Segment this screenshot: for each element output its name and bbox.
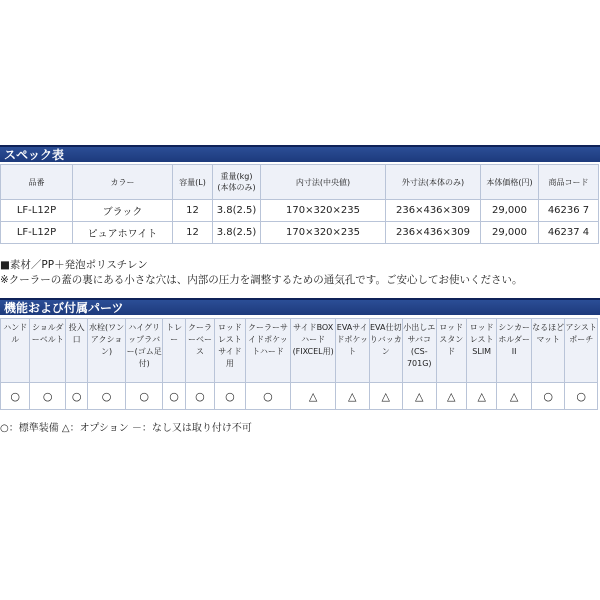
feature-value-cell: ○: [185, 383, 214, 410]
legend: ○：標準装備 △：オプション －：なし又は取り付け不可: [0, 423, 252, 434]
feature-value-cell: ○: [565, 383, 598, 410]
feature-header-side-pocket-hard: クーラーサイドポケットハード: [245, 319, 291, 383]
spec-header-cell: 外寸法(本体のみ): [386, 165, 481, 200]
spec-section-title: スペック表: [0, 145, 600, 162]
capacity-cell: 12: [173, 200, 213, 222]
feature-header-rod-stand: ロッドスタンド: [436, 319, 466, 383]
features-table: [0, 318, 598, 410]
spec-header-cell: 重量(kg) (本体のみ): [213, 165, 261, 200]
spec-header-cell: 商品コード: [539, 165, 599, 200]
feature-header-bait-box: 小出しエサバコ(CS-701G): [403, 319, 437, 383]
feature-header-shoulder-belt: ショルダーベルト: [30, 319, 66, 383]
feature-value-cell: △: [466, 383, 496, 410]
weight-cell: 3.8(2.5): [213, 222, 261, 244]
feature-header-assist-pouch: アシストポーチ: [565, 319, 598, 383]
spec-header-cell: カラー: [73, 165, 173, 200]
feature-value-cell: ○: [163, 383, 185, 410]
feature-value-cell: ○: [245, 383, 291, 410]
feature-header-rubber-feet: ハイグリップラバー(ゴム足付): [125, 319, 163, 383]
inner-dimensions-cell: 170×320×235: [261, 222, 386, 244]
price-cell: 29,000: [481, 200, 539, 222]
feature-header-sinker-holder: シンカーホルダーII: [497, 319, 532, 383]
color-cell: ブラック: [73, 200, 173, 222]
feature-value-cell: ○: [125, 383, 163, 410]
feature-header-inlet: 投入口: [65, 319, 87, 383]
features-header-row: [1, 319, 598, 383]
spec-notes: [0, 258, 522, 288]
feature-value-cell: ○: [88, 383, 126, 410]
feature-value-cell: △: [291, 383, 336, 410]
feature-value-cell: △: [436, 383, 466, 410]
feature-header-cooler-base: クーラーベース: [185, 319, 214, 383]
spec-header-cell: 容量(L): [173, 165, 213, 200]
spec-header-cell: 品番: [1, 165, 73, 200]
product-code-cell: 46236 7: [539, 200, 599, 222]
table-row: [1, 222, 599, 244]
feature-value-cell: △: [497, 383, 532, 410]
feature-value-cell: ○: [30, 383, 66, 410]
table-row: [1, 200, 599, 222]
feature-header-eva-bakkan: EVA仕切りバッカン: [369, 319, 403, 383]
feature-header-naruhodo-mat: なるほどマット: [531, 319, 565, 383]
feature-header-handle: ハンドル: [1, 319, 30, 383]
product-code-cell: 46237 4: [539, 222, 599, 244]
feature-value-cell: ○: [1, 383, 30, 410]
feature-value-cell: △: [369, 383, 403, 410]
feature-value-cell: △: [336, 383, 370, 410]
feature-value-cell: ○: [531, 383, 565, 410]
capacity-cell: 12: [173, 222, 213, 244]
spec-header-cell: 内寸法(中央値): [261, 165, 386, 200]
feature-header-rod-rest-side: ロッドレストサイド用: [215, 319, 245, 383]
feature-value-cell: ○: [215, 383, 245, 410]
spec-header-cell: 本体価格(円): [481, 165, 539, 200]
feature-header-side-box-hard: サイドBOXハード(FIXCEL用): [291, 319, 336, 383]
inner-dimensions-cell: 170×320×235: [261, 200, 386, 222]
price-cell: 29,000: [481, 222, 539, 244]
color-cell: ピュアホワイト: [73, 222, 173, 244]
feature-value-cell: △: [403, 383, 437, 410]
feature-header-eva-side-pocket: EVAサイドポケット: [336, 319, 370, 383]
vent-hole-note: ※クーラーの蓋の裏にある小さな穴は、内部の圧力を調整するための通気孔です。ご安心してお使いください。: [0, 274, 523, 286]
model-number-cell: LF-L12P: [1, 200, 73, 222]
spec-header-row: [1, 165, 599, 200]
weight-cell: 3.8(2.5): [213, 200, 261, 222]
feature-header-drain-plug: 水栓(ワンアクション): [88, 319, 126, 383]
features-section-title: 機能および付属パーツ: [0, 298, 600, 315]
feature-header-tray: トレー: [163, 319, 185, 383]
outer-dimensions-cell: 236×436×309: [386, 200, 481, 222]
feature-value-cell: ○: [65, 383, 87, 410]
outer-dimensions-cell: 236×436×309: [386, 222, 481, 244]
table-row: [1, 383, 598, 410]
feature-header-rod-rest-slim: ロッドレストSLIM: [466, 319, 496, 383]
spec-table: [0, 164, 599, 244]
material-note: ■素材／PP＋発泡ポリスチレン: [0, 259, 148, 271]
model-number-cell: LF-L12P: [1, 222, 73, 244]
